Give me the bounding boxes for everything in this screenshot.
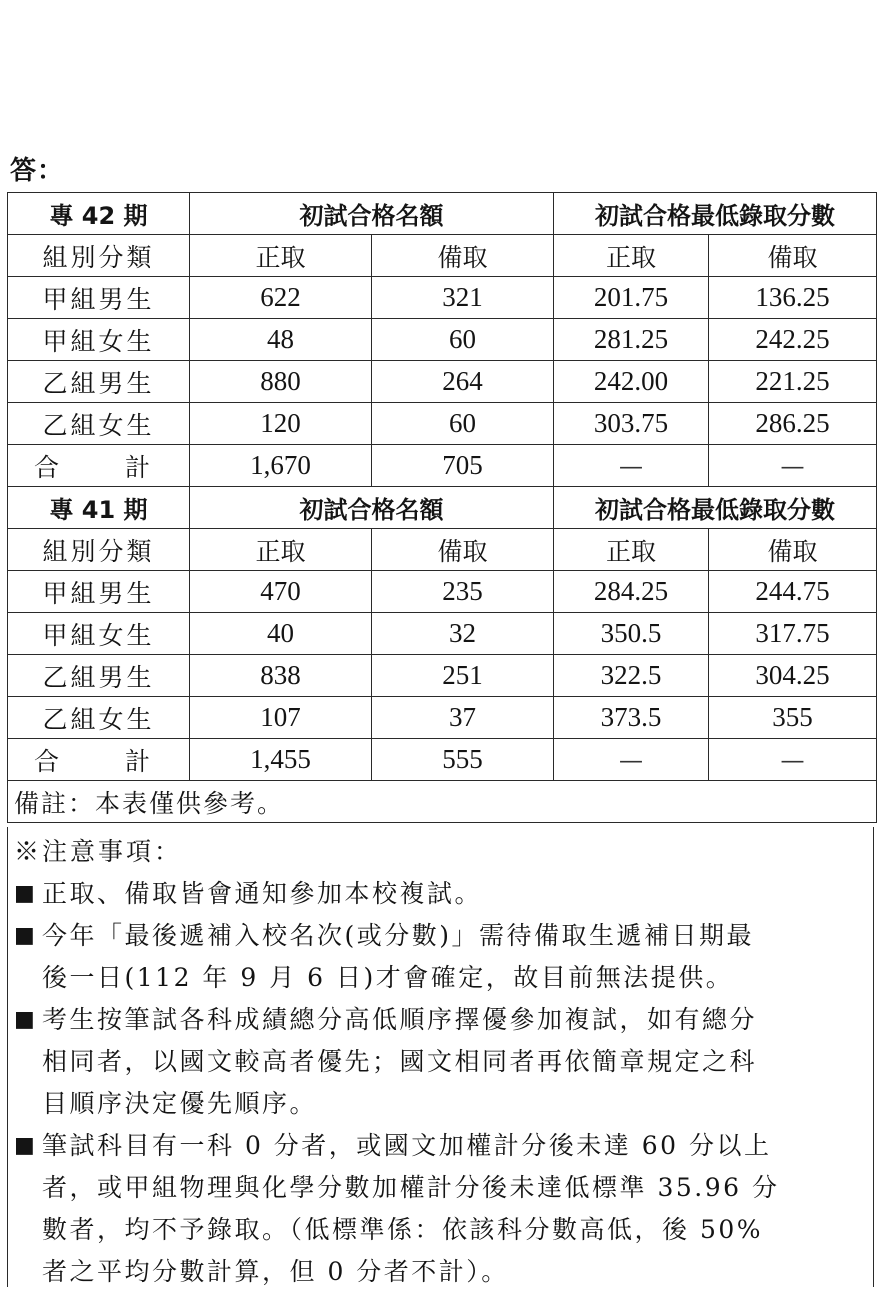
min-score-alternate: 317.75 xyxy=(709,613,877,655)
score-group-header: 初試合格最低錄取分數 xyxy=(554,487,877,529)
quota-main: 838 xyxy=(190,655,372,697)
total-score-main: — xyxy=(554,445,709,487)
total-label xyxy=(8,739,190,781)
total-label xyxy=(8,445,190,487)
quota-main: 470 xyxy=(190,571,372,613)
subheader-row xyxy=(8,235,877,277)
group-name: 甲組女生 xyxy=(8,613,190,655)
total-quota-main: 1,455 xyxy=(190,739,372,781)
notice-line: 後一日(112 年 9 月 6 日)才會確定，故目前無法提供。 xyxy=(42,963,734,992)
column-header: 組別分類 xyxy=(8,235,190,277)
min-score-main: 242.00 xyxy=(554,361,709,403)
notice-line: 目順序決定優先順序。 xyxy=(42,1089,318,1118)
notice-line: 者，或甲組物理與化學分數加權計分後未達低標準 35.96 分 xyxy=(42,1173,780,1202)
column-header: 備取 xyxy=(372,235,554,277)
column-header: 備取 xyxy=(709,235,877,277)
total-label-first: 合 xyxy=(34,452,60,482)
min-score-alternate: 244.75 xyxy=(709,571,877,613)
square-bullet-icon: ■ xyxy=(14,1007,38,1032)
notice-item xyxy=(14,915,867,999)
total-label-first: 合 xyxy=(34,746,60,776)
table-row xyxy=(8,277,877,319)
min-score-alternate: 136.25 xyxy=(709,277,877,319)
min-score-main: 303.75 xyxy=(554,403,709,445)
notice-item xyxy=(14,1125,867,1293)
column-header: 正取 xyxy=(190,529,372,571)
table-row xyxy=(8,571,877,613)
min-score-alternate: 242.25 xyxy=(709,319,877,361)
total-label-second: 計 xyxy=(125,746,151,776)
square-bullet-icon: ■ xyxy=(14,881,38,906)
total-row xyxy=(8,445,877,487)
notice-line: 者之平均分數計算，但 0 分者不計）。 xyxy=(42,1257,509,1286)
quota-main: 40 xyxy=(190,613,372,655)
column-header: 正取 xyxy=(554,235,709,277)
column-header: 正取 xyxy=(190,235,372,277)
notice-line: 筆試科目有一科 0 分者，或國文加權計分後未達 60 分以上 xyxy=(42,1131,772,1160)
notice-item-text xyxy=(42,999,757,1125)
notice-item xyxy=(14,873,867,915)
period-header-row xyxy=(8,193,877,235)
notice-line: 考生按筆試各科成績總分高低順序擇優參加複試，如有總分 xyxy=(42,1005,758,1034)
total-score-alternate: — xyxy=(709,445,877,487)
table-row xyxy=(8,655,877,697)
remark-row xyxy=(8,781,877,823)
total-score-main: — xyxy=(554,739,709,781)
table-row xyxy=(8,403,877,445)
notice-section xyxy=(7,827,874,1287)
total-label-second: 計 xyxy=(125,452,151,482)
total-quota-main: 1,670 xyxy=(190,445,372,487)
notice-item-text xyxy=(42,915,754,999)
notice-line: 數者，均不予錄取。（低標準係：依該科分數高低，後 50% xyxy=(42,1215,764,1244)
notice-item-text xyxy=(42,1125,779,1293)
period-label: 專 42 期 xyxy=(8,193,190,235)
min-score-main: 201.75 xyxy=(554,277,709,319)
notice-item xyxy=(14,999,867,1125)
min-score-main: 281.25 xyxy=(554,319,709,361)
column-header: 備取 xyxy=(709,529,877,571)
notice-line: 今年「最後遞補入校名次(或分數)」需待備取生遞補日期最 xyxy=(42,921,755,950)
quota-group-header: 初試合格名額 xyxy=(190,487,554,529)
admission-score-table xyxy=(7,192,877,823)
quota-alternate: 60 xyxy=(372,403,554,445)
min-score-main: 350.5 xyxy=(554,613,709,655)
column-header: 組別分類 xyxy=(8,529,190,571)
quota-alternate: 321 xyxy=(372,277,554,319)
square-bullet-icon: ■ xyxy=(14,923,38,948)
min-score-main: 373.5 xyxy=(554,697,709,739)
total-row xyxy=(8,739,877,781)
min-score-alternate: 221.25 xyxy=(709,361,877,403)
score-group-header: 初試合格最低錄取分數 xyxy=(554,193,877,235)
subheader-row xyxy=(8,529,877,571)
min-score-main: 322.5 xyxy=(554,655,709,697)
group-name: 乙組女生 xyxy=(8,697,190,739)
min-score-alternate: 286.25 xyxy=(709,403,877,445)
quota-main: 622 xyxy=(190,277,372,319)
period-header-row xyxy=(8,487,877,529)
total-quota-alternate: 705 xyxy=(372,445,554,487)
total-score-alternate: — xyxy=(709,739,877,781)
group-name: 乙組女生 xyxy=(8,403,190,445)
quota-main: 48 xyxy=(190,319,372,361)
quota-alternate: 37 xyxy=(372,697,554,739)
group-name: 乙組男生 xyxy=(8,655,190,697)
notice-title: ※注意事項： xyxy=(14,837,183,866)
quota-alternate: 251 xyxy=(372,655,554,697)
group-name: 乙組男生 xyxy=(8,361,190,403)
notice-item-text xyxy=(42,873,482,915)
total-quota-alternate: 555 xyxy=(372,739,554,781)
quota-alternate: 60 xyxy=(372,319,554,361)
square-bullet-icon: ■ xyxy=(14,1133,38,1158)
quota-group-header: 初試合格名額 xyxy=(190,193,554,235)
quota-main: 120 xyxy=(190,403,372,445)
quota-alternate: 235 xyxy=(372,571,554,613)
quota-alternate: 264 xyxy=(372,361,554,403)
min-score-alternate: 355 xyxy=(709,697,877,739)
group-name: 甲組男生 xyxy=(8,571,190,613)
column-header: 正取 xyxy=(554,529,709,571)
remark-text: 備註：本表僅供參考。 xyxy=(8,781,877,823)
quota-main: 107 xyxy=(190,697,372,739)
group-name: 甲組女生 xyxy=(8,319,190,361)
notice-line: 相同者，以國文較高者優先；國文相同者再依簡章規定之科 xyxy=(42,1047,758,1076)
quota-main: 880 xyxy=(190,361,372,403)
quota-alternate: 32 xyxy=(372,613,554,655)
notice-line: 正取、備取皆會通知參加本校複試。 xyxy=(42,879,483,908)
table-row xyxy=(8,319,877,361)
min-score-main: 284.25 xyxy=(554,571,709,613)
group-name: 甲組男生 xyxy=(8,277,190,319)
answer-label: 答： xyxy=(10,156,65,186)
period-label: 專 41 期 xyxy=(8,487,190,529)
min-score-alternate: 304.25 xyxy=(709,655,877,697)
column-header: 備取 xyxy=(372,529,554,571)
table-row xyxy=(8,613,877,655)
table-row xyxy=(8,361,877,403)
table-row xyxy=(8,697,877,739)
